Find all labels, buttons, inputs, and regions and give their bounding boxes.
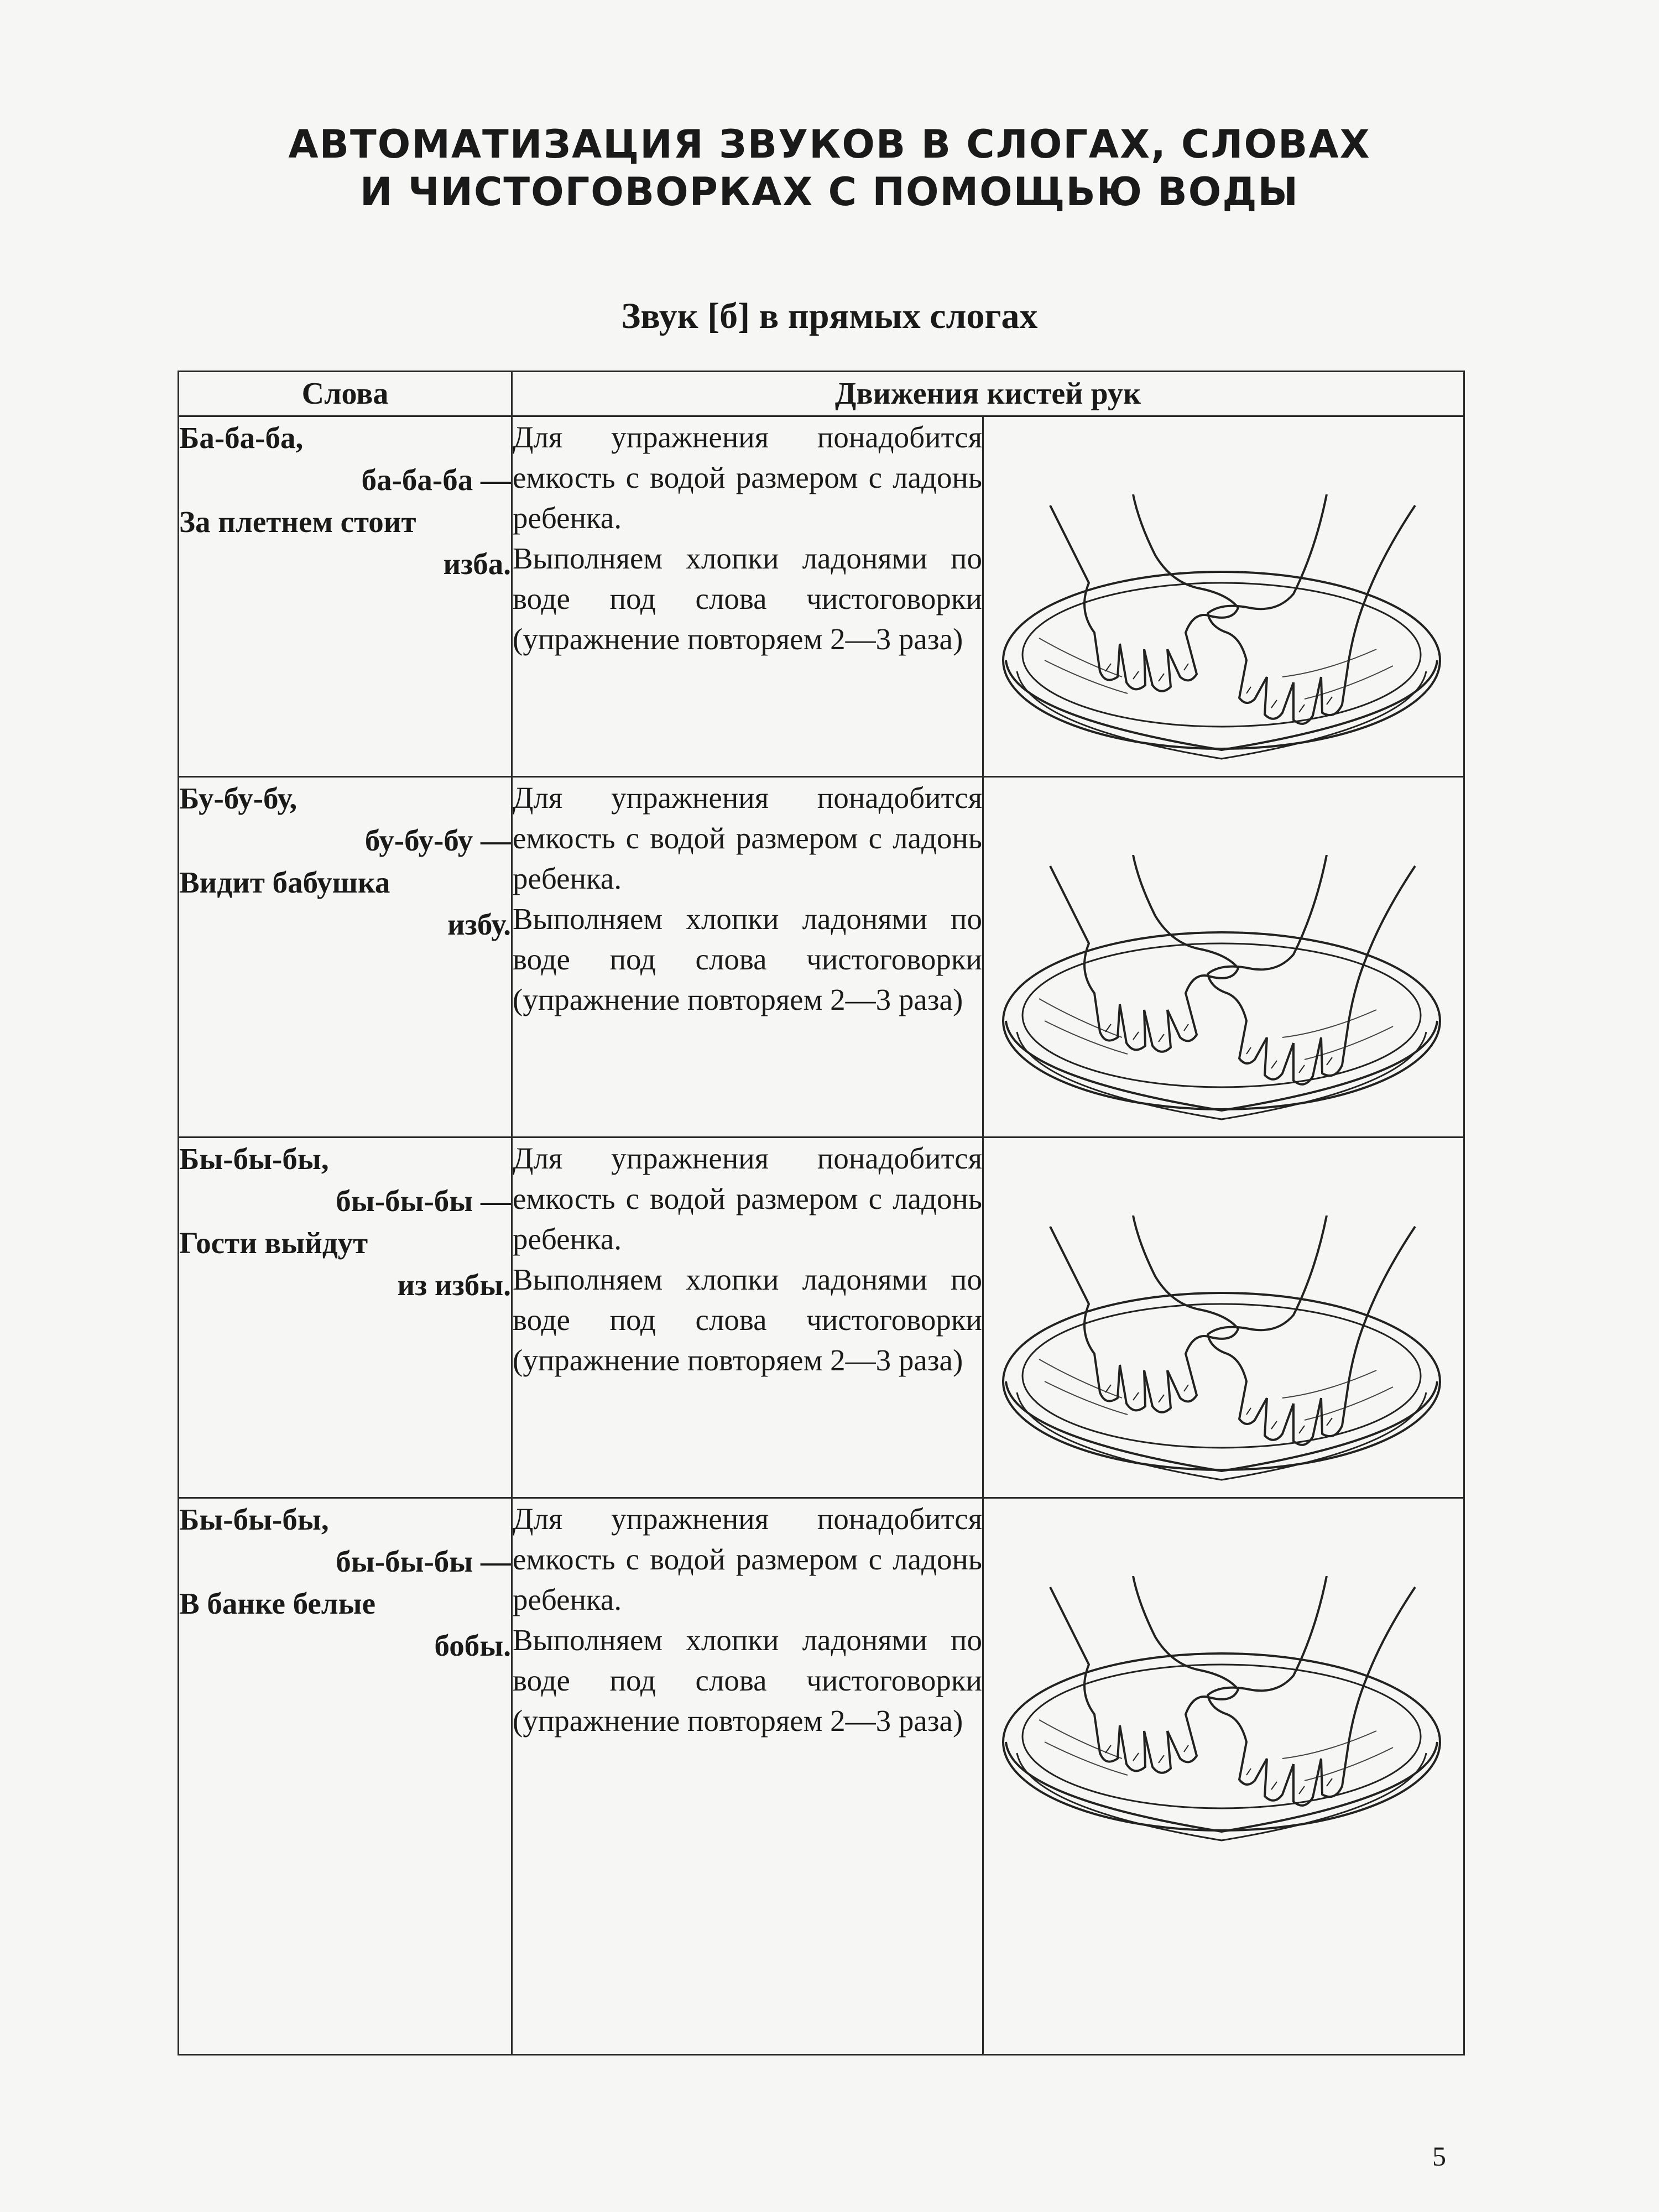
instruction-paragraph: Для упражнения понадобится емкость с водой размером с ладонь ребенка. (513, 1141, 982, 1256)
hands-in-water-bowl-icon (995, 855, 1448, 1126)
illustration-cell (983, 416, 1464, 777)
tongue-twister-line: бы-бы-бы — (336, 1184, 511, 1218)
tongue-twister-line: бобы. (434, 1629, 511, 1662)
hands-in-water-bowl-icon (995, 1215, 1448, 1486)
instruction-paragraph: Для упражнения понадобится емкость с водой размером с ладонь ребенка. (513, 420, 982, 535)
tongue-twister-line: Бы-бы-бы, (179, 1503, 329, 1536)
instruction-paragraph: Выполняем хлопки ладонями по воде под слова чистоговорки (упражнение повторяем 2—3 раза) (513, 902, 982, 1016)
illustration-cell (983, 777, 1464, 1138)
table-row (179, 777, 1464, 1138)
illustration-cell (983, 1498, 1464, 2055)
exercise-table (178, 371, 1465, 2056)
instruction-cell (512, 1138, 983, 1498)
hands-in-water-bowl-icon (995, 1576, 1448, 1847)
instruction-cell (512, 777, 983, 1138)
tongue-twister-line: ба-ба-ба — (361, 463, 511, 497)
page-title-line-1: АВТОМАТИЗАЦИЯ ЗВУКОВ В СЛОГАХ, СЛОВАХ (288, 122, 1371, 167)
tongue-twister-cell (179, 777, 512, 1138)
tongue-twister-line: За плетнем стоит (179, 505, 416, 539)
tongue-twister-line: бу-бу-бу — (364, 823, 511, 857)
tongue-twister-line: Ба-ба-ба, (179, 421, 304, 455)
instruction-paragraph: Выполняем хлопки ладонями по воде под слова чистоговорки (упражнение повторяем 2—3 раза) (513, 541, 982, 656)
tongue-twister-line: бы-бы-бы — (336, 1545, 511, 1578)
page-title-line-2: И ЧИСТОГОВОРКАХ С ПОМОЩЬЮ ВОДЫ (359, 169, 1300, 215)
tongue-twister-line: избу. (447, 907, 511, 941)
table-row (179, 1498, 1464, 2055)
instruction-cell (512, 416, 983, 777)
tongue-twister-line: Бы-бы-бы, (179, 1142, 329, 1176)
instruction-paragraph: Выполняем хлопки ладонями по воде под слова чистоговорки (упражнение повторяем 2—3 раза) (513, 1262, 982, 1377)
instruction-paragraph: Для упражнения понадобится емкость с водой размером с ладонь ребенка. (513, 781, 982, 895)
tongue-twister-line: Гости выйдут (179, 1226, 368, 1260)
table-row (179, 1138, 1464, 1498)
page-number: 5 (1432, 2141, 1446, 2172)
table-header-row (179, 372, 1464, 416)
tongue-twister-line: Видит бабушка (179, 865, 390, 899)
tongue-twister-cell (179, 1138, 512, 1498)
tongue-twister-cell (179, 1498, 512, 2055)
tongue-twister-cell (179, 416, 512, 777)
column-header-words: Слова (179, 372, 512, 416)
page-title (0, 121, 1659, 216)
column-header-movements: Движения кистей рук (512, 372, 1464, 416)
illustration-cell (983, 1138, 1464, 1498)
tongue-twister-line: Бу-бу-бу, (179, 781, 298, 815)
hands-in-water-bowl-icon (995, 494, 1448, 765)
table-row (179, 416, 1464, 777)
tongue-twister-line: из избы. (397, 1268, 511, 1302)
tongue-twister-line: В банке белые (179, 1587, 376, 1620)
section-title: Звук [б] в прямых слогах (621, 296, 1038, 336)
instruction-paragraph: Выполняем хлопки ладонями по воде под слова чистоговорки (упражнение повторяем 2—3 раза) (513, 1623, 982, 1738)
instruction-paragraph: Для упражнения понадобится емкость с водой размером с ладонь ребенка. (513, 1502, 982, 1616)
instruction-cell (512, 1498, 983, 2055)
tongue-twister-line: изба. (443, 547, 511, 581)
